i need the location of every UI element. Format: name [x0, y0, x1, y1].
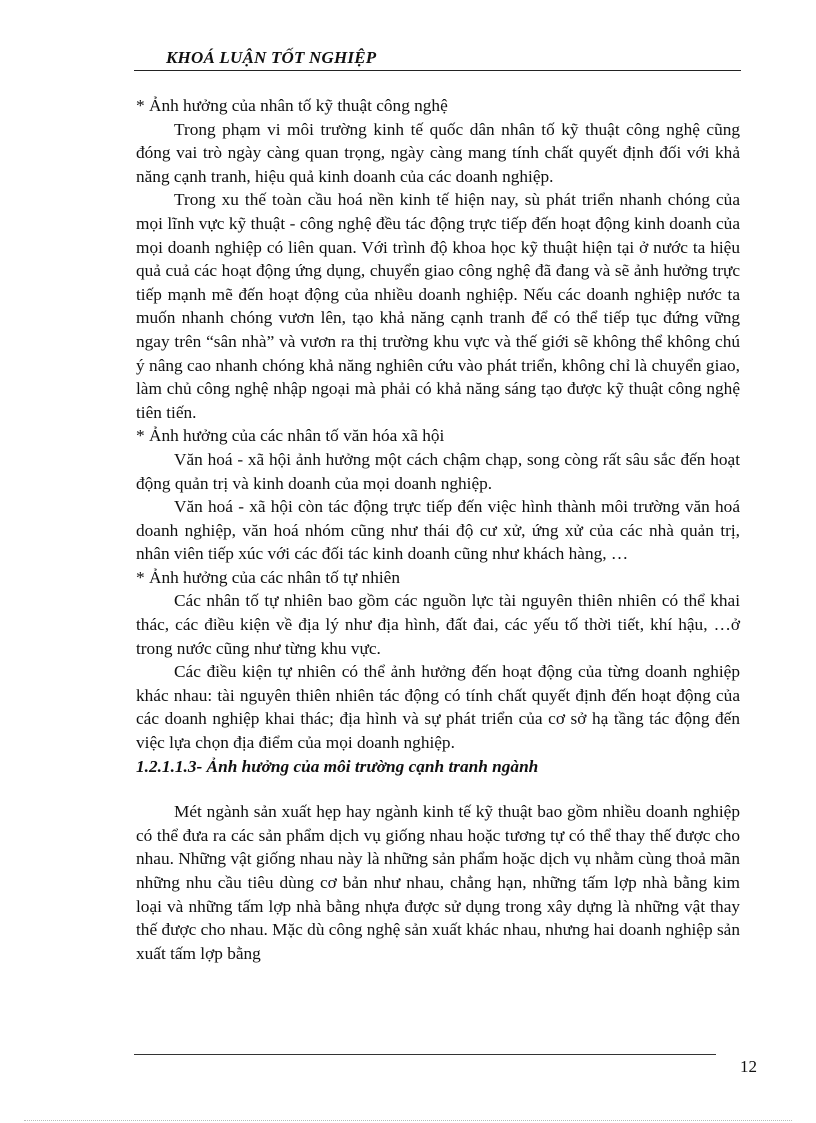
- footer-divider: [134, 1054, 716, 1055]
- paragraph: Trong xu thế toàn cầu hoá nền kinh tế hiện nay, sù phát triển nhanh chóng của mọi lĩnh vực kỹ thuật - công nghệ đều tác động trực tiếp đến hoạt động kinh doanh của mọi doanh nghiệp có liên quan. Với trình độ khoa học kỹ thuật hiện tại ở nước ta hiệu quả cuả các hoạt động ứng dụng, chuyển giao công nghệ đã đang và sẽ ảnh hưởng trực tiếp mạnh mẽ đến hoạt động của nhiều doanh nghiệp. Nếu các doanh nghiệp nước ta muốn nhanh chóng vươn lên, tạo khả năng cạnh tranh để có thể tiếp tục đứng vững ngay trên “sân nhà” và vươn ra thị trường khu vực và thế giới sẽ không thể không chú ý nâng cao nhanh chóng khả năng nghiên cứu vào phát triển, không chỉ là chuyển giao, làm chủ công nghệ nhập ngoại mà phải có khả năng sáng tạo được kỹ thuật công nghệ tiên tiến.: [136, 190, 740, 422]
- paragraph: Các điều kiện tự nhiên có thể ảnh hưởng đến hoạt động của từng doanh nghiệp khác nhau: tài nguyên thiên nhiên tác động có tính chất quyết định đến hoạt động của các doanh nghiệp khai thác; địa hình và sự phát triển của cơ sở hạ tầng tác động đến việc lựa chọn địa điểm của mọi doanh nghiệp.: [136, 662, 740, 753]
- paragraph: Các nhân tố tự nhiên bao gồm các nguồn lực tài nguyên thiên nhiên có thể khai thác, các điều kiện về địa lý như địa hình, đất đai, các yếu tố thời tiết, khí hậu, …ở trong nước cũng như từng khu vực.: [136, 591, 740, 658]
- header-title: KHOÁ LUẬN TỐT NGHIỆP: [166, 48, 377, 67]
- page-number: 12: [740, 1057, 757, 1076]
- section-heading: 1.2.1.1.3- Ảnh hưởng của môi trường cạnh tranh ngành: [136, 756, 539, 776]
- section-bullet-nature: * Ảnh hưởng của các nhân tố tự nhiên: [136, 567, 400, 587]
- section-bullet-culture: * Ảnh hưởng của các nhân tố văn hóa xã hội: [136, 426, 445, 446]
- paragraph: Mét ngành sản xuất hẹp hay ngành kinh tế kỹ thuật bao gồm nhiều doanh nghiệp có thể đưa ra các sản phẩm dịch vụ giống nhau hoặc tương tự có thể thay thế được cho nhau. Những vật giống nhau này là những sản phẩm hoặc dịch vụ nhằm cùng thoả mãn những nhu cầu tiêu dùng cơ bản như nhau, chẳng hạn, những tấm lợp nhà bằng kim loại và những tấm lợp nhà bằng nhựa được sử dụng trong xây dựng là những vật thay thế được cho nhau. Mặc dù công nghệ sản xuất khác nhau, nhưng hai doanh nghiệp sản xuất tấm lợp bằng: [136, 802, 740, 963]
- page-header: [134, 48, 741, 71]
- page-edge-dotted-line: [24, 1120, 792, 1121]
- paragraph: Văn hoá - xã hội ảnh hưởng một cách chậm chạp, song còng rất sâu sắc đến hoạt động quản trị và kinh doanh của mọi doanh nghiệp.: [136, 449, 740, 493]
- paragraph: Trong phạm vi môi trường kinh tế quốc dân nhân tố kỹ thuật công nghệ cũng đóng vai trò ngày càng quan trọng, ngày càng mang tính chất quyết định đối với khả năng cạnh tranh, hiệu quả kinh doanh của các doanh nghiệp.: [136, 119, 740, 186]
- paragraph: Văn hoá - xã hội còn tác động trực tiếp đến việc hình thành môi trường văn hoá doanh nghiệp, văn hoá nhóm cũng như thái độ cư xử, ứng xử của các nhà quản trị, nhân viên tiếp xúc với các đối tác kinh doanh cũng như khách hàng, …: [136, 497, 740, 564]
- document-body: [136, 94, 740, 965]
- section-bullet-technology: * Ảnh hưởng của nhân tố kỹ thuật công nghệ: [136, 96, 448, 115]
